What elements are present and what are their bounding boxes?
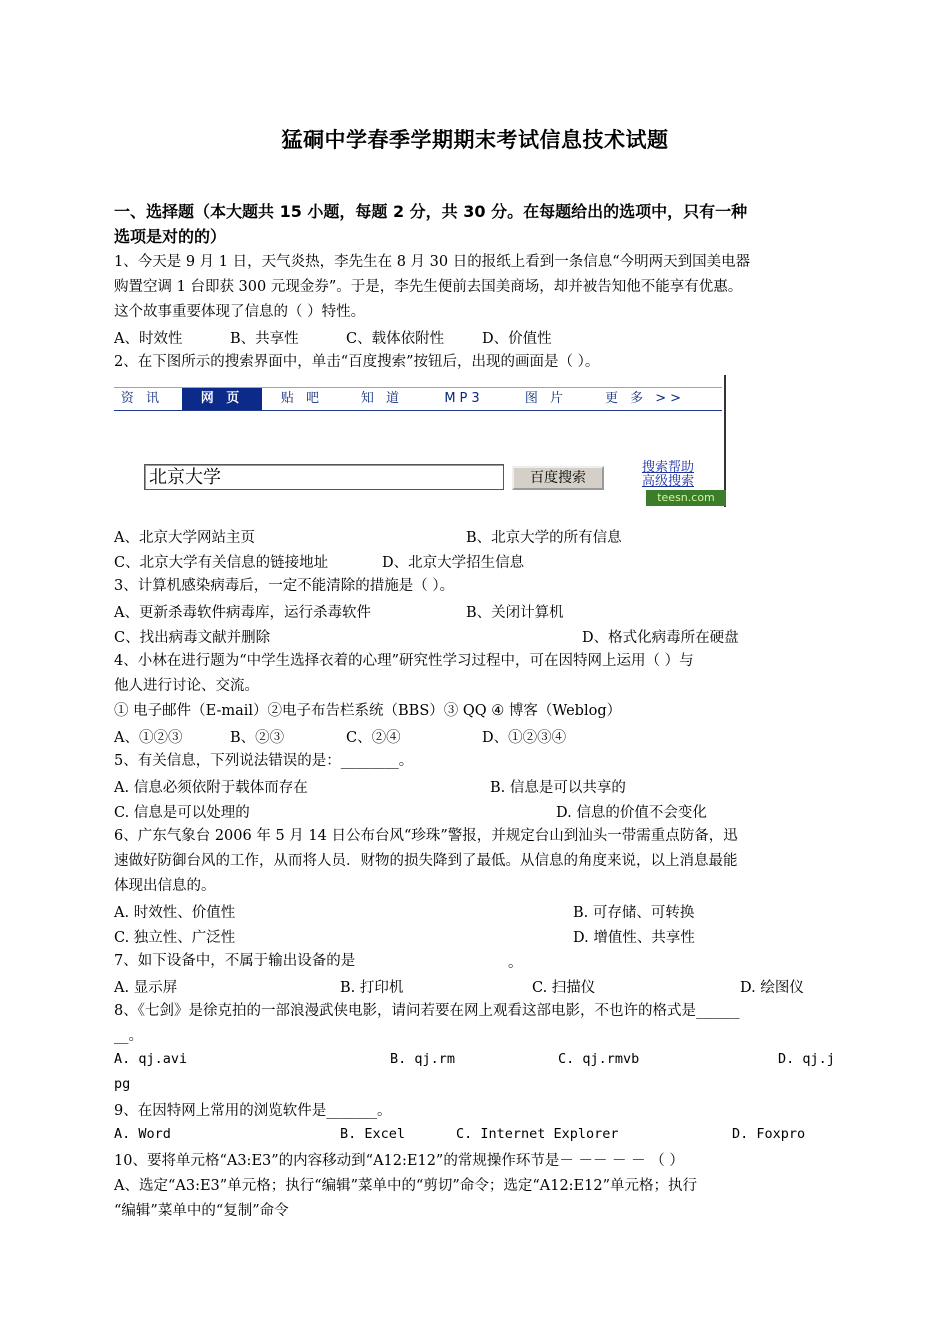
q8-option-d: D. qj.j (778, 1051, 835, 1067)
search-input-pictured: 北京大学 (144, 464, 504, 490)
q10-option-a-line1: A、选定“A3:E3”单元格；执行“编辑”菜单中的“剪切”命令；选定“A12:E12”单元格；执行 (114, 1178, 698, 1194)
section-heading-line1: 一、选择题（本大题共 15 小题，每题 2 分，共 30 分。在每题给出的选项中，只有一种 (114, 202, 748, 221)
q3-line: 3、计算机感染病毒后，一定不能清除的措施是（ ）。 (114, 578, 455, 594)
q3-option-a: A、更新杀毒软件病毒库，运行杀毒软件 (114, 605, 371, 621)
q10-line: 10、要将单元格“A3:E3”的内容移动到“A12:E12”的常规操作环节是－ －－ － － （ ） (114, 1153, 684, 1169)
q9-option-a: A. Word (114, 1126, 171, 1142)
q2-option-b: B、北京大学的所有信息 (466, 530, 622, 546)
q1-line3: 这个故事重要体现了信息的（ ）特性。 (114, 304, 366, 320)
q1-line2: 购置空调 1 台即获 300 元现金券”。于是，李先生便前去国美商场，却并被告知他不能享有优惠。 (114, 279, 743, 295)
q3-option-d: D、格式化病毒所在硬盘 (582, 630, 739, 646)
q8-option-d-wrap: pg (114, 1076, 131, 1092)
q4-option-d: D、①②③④ (482, 730, 567, 746)
q8-option-a: A. qj.avi (114, 1051, 188, 1067)
nav-tab-news: 资 讯 (120, 391, 164, 406)
q3-option-c: C、找出病毒文献并删除 (114, 630, 271, 646)
q8-line2: __。 (114, 1028, 143, 1044)
nav-tab-more: 更 多 >> (604, 391, 686, 406)
search-help-link: 搜索帮助 (642, 460, 695, 475)
q6-line1: 6、广东气象台 2006 年 5 月 14 日公布台风“珍珠”警报，并规定台山到汕头一带需重点防备，迅 (114, 828, 738, 844)
q6-option-a: A. 时效性、价值性 (114, 905, 236, 921)
q7-line: 7、如下设备中，不属于输出设备的是 (114, 953, 356, 969)
search-nav-bar (114, 387, 722, 411)
q7-option-b: B. 打印机 (340, 980, 404, 996)
q5-option-b: B. 信息是可以共享的 (490, 780, 626, 796)
q1-line1: 1、今天是 9 月 1 日，天气炎热，李先生在 8 月 30 日的报纸上看到一条信息“今明两天到国美电器 (114, 254, 751, 270)
nav-tab-mp3: MP3 (444, 391, 484, 406)
search-links (642, 461, 694, 489)
q5-option-a: A. 信息必须依附于载体而存在 (114, 780, 308, 796)
q1-option-c: C、载体依附性 (346, 331, 445, 347)
screenshot-divider (724, 375, 726, 507)
q4-option-b: B、②③ (230, 730, 285, 746)
nav-tab-images: 图 片 (524, 391, 568, 406)
q5-line: 5、有关信息，下列说法错误的是：________。 (114, 753, 414, 769)
q7-option-c: C. 扫描仪 (532, 980, 596, 996)
q1-option-d: D、价值性 (482, 331, 552, 347)
section-heading-line2: 选项是对的的） (114, 227, 227, 246)
q10-option-a-line2: “编辑”菜单中的“复制”命令 (114, 1203, 289, 1219)
q2-option-c: C、北京大学有关信息的链接地址 (114, 555, 329, 571)
nav-tab-zhidao: 知 道 (360, 391, 404, 406)
page-title: 猛硐中学春季学期期末考试信息技术试题 (281, 128, 669, 152)
q8-option-b: B. qj.rm (390, 1051, 456, 1067)
advanced-search-link: 高级搜索 (642, 474, 695, 489)
q1-option-a: A、时效性 (114, 331, 183, 347)
q7-line-end: 。 (508, 955, 523, 971)
q4-option-a: A、①②③ (114, 730, 183, 746)
q6-option-c: C. 独立性、广泛性 (114, 930, 236, 946)
q5-option-d: D. 信息的价值不会变化 (556, 805, 707, 821)
q6-line3: 体现出信息的。 (114, 878, 216, 894)
q2-line: 2、在下图所示的搜索界面中，单击“百度搜索”按钮后，出现的画面是（ ）。 (114, 354, 600, 370)
q6-option-d: D. 增值性、共享性 (573, 930, 695, 946)
q9-option-d: D. Foxpro (732, 1126, 806, 1142)
nav-tab-web: 网 页 (182, 388, 262, 410)
q6-option-b: B. 可存储、可转换 (573, 905, 695, 921)
q2-option-a: A、北京大学网站主页 (114, 530, 255, 546)
q8-line1: 8、《七剑》是徐克拍的一部浪漫武侠电影，请问若要在网上观看这部电影，不也许的格式是______ (114, 1003, 740, 1019)
search-button-pictured: 百度搜索 (512, 466, 604, 490)
q4-line1: 4、小林在进行题为“中学生选择衣着的心理”研究性学习过程中，可在因特网上运用（ ）与 (114, 653, 694, 669)
q4-line2: 他人进行讨论、交流。 (114, 678, 259, 694)
q1-option-b: B、共享性 (230, 331, 299, 347)
search-screenshot (114, 375, 728, 507)
q8-option-c: C. qj.rmvb (558, 1051, 640, 1067)
q3-option-b: B、关闭计算机 (466, 605, 564, 621)
q7-option-d: D. 绘图仪 (740, 980, 804, 996)
q9-option-c: C. Internet Explorer (456, 1126, 619, 1142)
q9-line: 9、在因特网上常用的浏览软件是_______。 (114, 1103, 392, 1119)
q9-option-b: B. Excel (340, 1126, 406, 1142)
q5-option-c: C. 信息是可以处理的 (114, 805, 250, 821)
q4-line3: ① 电子邮件（E-mail）②电子布告栏系统（BBS）③ QQ ④ 博客（Weblog） (114, 703, 622, 719)
q7-option-a: A. 显示屏 (114, 980, 178, 996)
q4-option-c: C、②④ (346, 730, 401, 746)
nav-tab-tieba: 贴 吧 (280, 391, 324, 406)
watermark: teesn.com (646, 490, 726, 506)
q6-line2: 速做好防御台风的工作，从而将人员．财物的损失降到了最低。从信息的角度来说，以上消息最能 (114, 853, 738, 869)
q2-option-d: D、北京大学招生信息 (382, 555, 525, 571)
